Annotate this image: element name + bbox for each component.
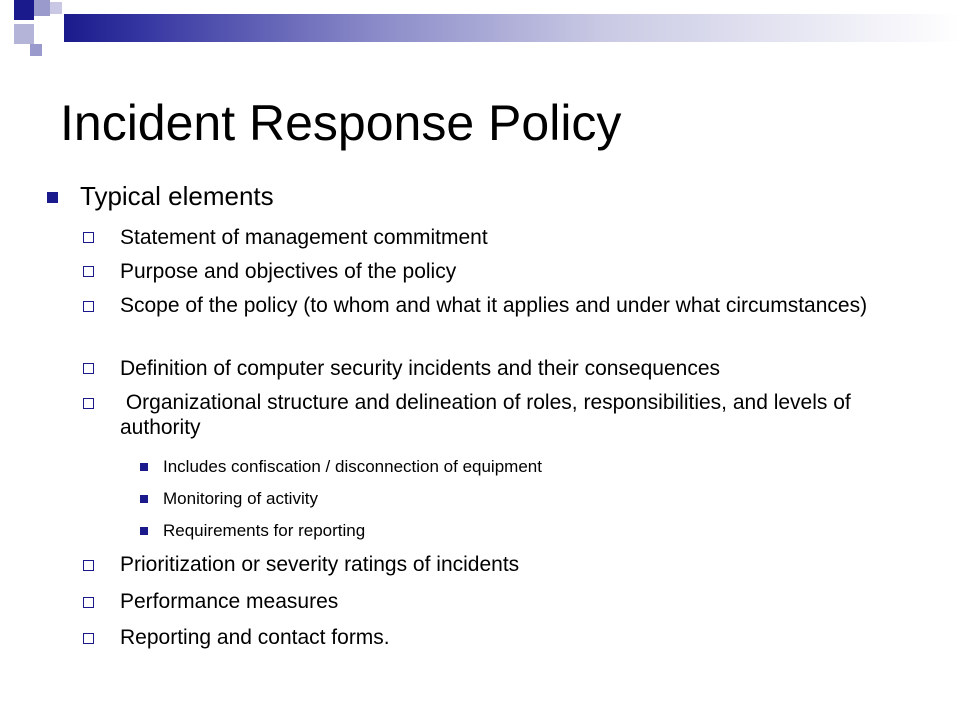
sub-list-item: Requirements for reporting: [163, 521, 366, 540]
bullet-square-icon: [140, 527, 148, 535]
deco-square-dark: [14, 0, 34, 20]
hollow-square-bullet-icon: [83, 266, 94, 277]
bullet-square-icon: [140, 463, 148, 471]
hollow-square-bullet-icon: [83, 633, 94, 644]
list-item: Reporting and contact forms.: [120, 626, 390, 649]
deco-square-pale: [50, 2, 62, 14]
deco-square-pale: [30, 44, 42, 56]
list-item: Performance measures: [120, 590, 339, 613]
list-item: Prioritization or severity ratings of incidents: [120, 553, 520, 576]
bullet-square-icon: [140, 495, 148, 503]
list-item: Statement of management commitment: [120, 226, 488, 249]
hollow-square-bullet-icon: [83, 560, 94, 571]
hollow-square-bullet-icon: [83, 232, 94, 243]
hollow-square-bullet-icon: [83, 363, 94, 374]
list-item: Purpose and objectives of the policy: [120, 260, 457, 283]
sub-list-item: Includes confiscation / disconnection of equipment: [163, 457, 542, 476]
header-gradient-bar: [64, 14, 960, 42]
bullet-square-icon: [47, 192, 58, 203]
bullet-heading: Typical elements: [80, 181, 274, 211]
hollow-square-bullet-icon: [83, 597, 94, 608]
header-decoration: [0, 0, 960, 60]
slide-title: Incident Response Policy: [60, 95, 622, 151]
sub-list-item: Monitoring of activity: [163, 489, 318, 508]
hollow-square-bullet-icon: [83, 398, 94, 409]
deco-square-light: [34, 0, 50, 16]
deco-square-light: [14, 24, 34, 44]
list-item: Definition of computer security incidents and their consequences: [120, 357, 720, 380]
list-item: Organizational structure and delineation of roles, responsibilities, and levels of authority: [120, 391, 857, 439]
hollow-square-bullet-icon: [83, 301, 94, 312]
list-item: Scope of the policy (to whom and what it applies and under what circumstances): [120, 294, 868, 317]
